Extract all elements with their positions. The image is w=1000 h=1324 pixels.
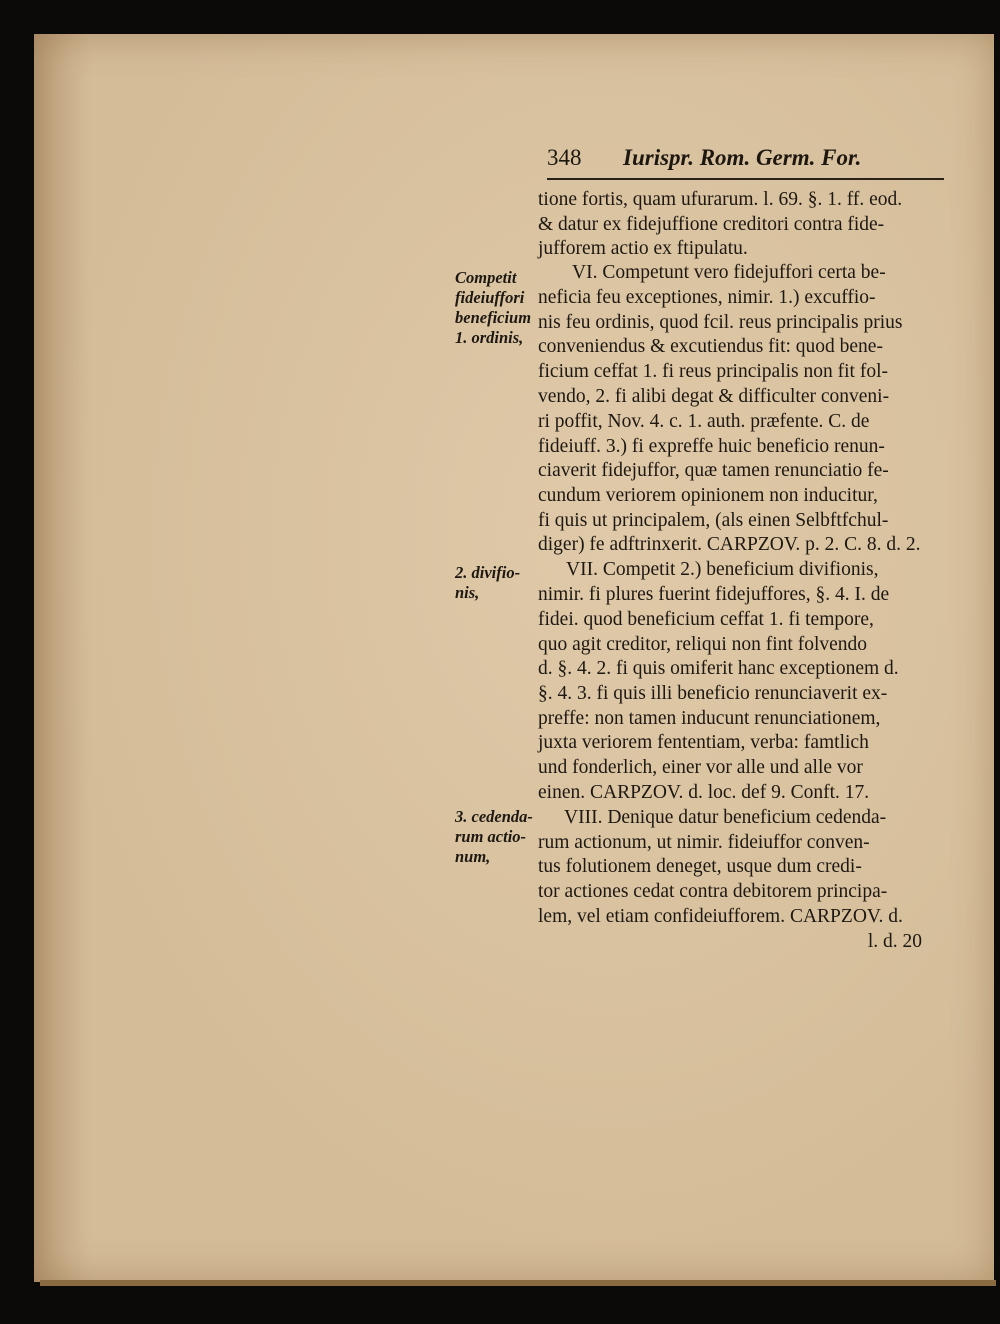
margin-note-line: beneficium [455, 308, 532, 327]
margin-note-line: 3. cedenda- [455, 807, 533, 826]
text-line: und fonderlich, einer vor alle und alle vor [538, 757, 863, 778]
text-line: d. §. 4. 2. fi quis omiferit hanc exceptionem d. [538, 658, 899, 679]
margin-note-line: rum actio- [455, 827, 527, 846]
running-title: Iurispr. Rom. Germ. For. [623, 145, 862, 170]
text-line: rum actionum, ut nimir. fideiuffor conven- [538, 832, 870, 853]
text-line: l. d. 20 [867, 931, 922, 952]
page-bottom-edge [40, 1280, 996, 1286]
text-line: & datur ex fidejuffione creditori contra fide- [538, 214, 885, 235]
text-line: VI. Competunt vero fidejuffori certa be- [572, 262, 886, 283]
text-line: ciaverit fidejuffor, quæ tamen renunciatio fe- [538, 460, 889, 481]
text-line: tione fortis, quam ufurarum. l. 69. §. 1. ff. eod. [538, 189, 903, 210]
text-line: vendo, 2. fi alibi degat & difficulter conveni- [538, 386, 890, 407]
text-line: tor actiones cedat contra debitorem principa- [538, 881, 888, 902]
text-line: lem, vel etiam confideiufforem. CARPZOV. d. [538, 906, 903, 927]
margin-note-line: Competit [455, 268, 517, 287]
text-line: nimir. fi plures fuerint fidejuffores, §. 4. I. de [538, 584, 890, 605]
text-line: ri poffit, Nov. 4. c. 1. auth. præfente. C. de [538, 411, 870, 432]
text-line: ficium ceffat 1. fi reus principalis non fit fol- [538, 361, 888, 382]
text-line: tus folutionem deneget, usque dum credi- [538, 856, 862, 877]
header-rule [547, 178, 944, 180]
margin-note-line: 2. divifio- [455, 563, 521, 582]
margin-note-line: 1. ordinis, [455, 328, 524, 347]
text-line: VII. Competit 2.) beneficium divifionis, [566, 559, 879, 580]
text-line: fi quis ut principalem, (als einen Selbftfchul- [538, 510, 889, 531]
text-line: juxta veriorem fententiam, verba: famtlich [538, 732, 869, 753]
text-line: conveniendus & excutiendus fit: quod bene- [538, 336, 883, 357]
page-header [547, 143, 942, 177]
page-number: 348 [547, 145, 582, 170]
text-line: jufforem actio ex ftipulatu. [538, 238, 748, 259]
margin-note-line: fideiuffori [455, 288, 525, 307]
text-line: neficia feu exceptiones, nimir. 1.) excuffio- [538, 287, 876, 308]
text-line: §. 4. 3. fi quis illi beneficio renunciaverit ex- [538, 683, 888, 704]
text-line: einen. CARPZOV. d. loc. def 9. Conft. 17. [538, 782, 870, 803]
text-line: quo agit creditor, reliqui non fint folvendo [538, 634, 868, 655]
text-line: cundum veriorem opinionem non inducitur, [538, 485, 878, 506]
text-line: nis feu ordinis, quod fcil. reus principalis prius [538, 312, 903, 333]
text-line: preffe: non tamen inducunt renunciationem, [538, 708, 881, 729]
margin-note-line: num, [455, 847, 491, 866]
text-line: diger) fe adftrinxerit. CARPZOV. p. 2. C. 8. d. 2. [538, 534, 921, 555]
text-line: VIII. Denique datur beneficium cedenda- [564, 807, 887, 828]
text-line: fidei. quod beneficium ceffat 1. fi tempore, [538, 609, 874, 630]
text-line: fideiuff. 3.) fi expreffe huic beneficio renun- [538, 436, 885, 457]
margin-note-line: nis, [455, 583, 480, 602]
